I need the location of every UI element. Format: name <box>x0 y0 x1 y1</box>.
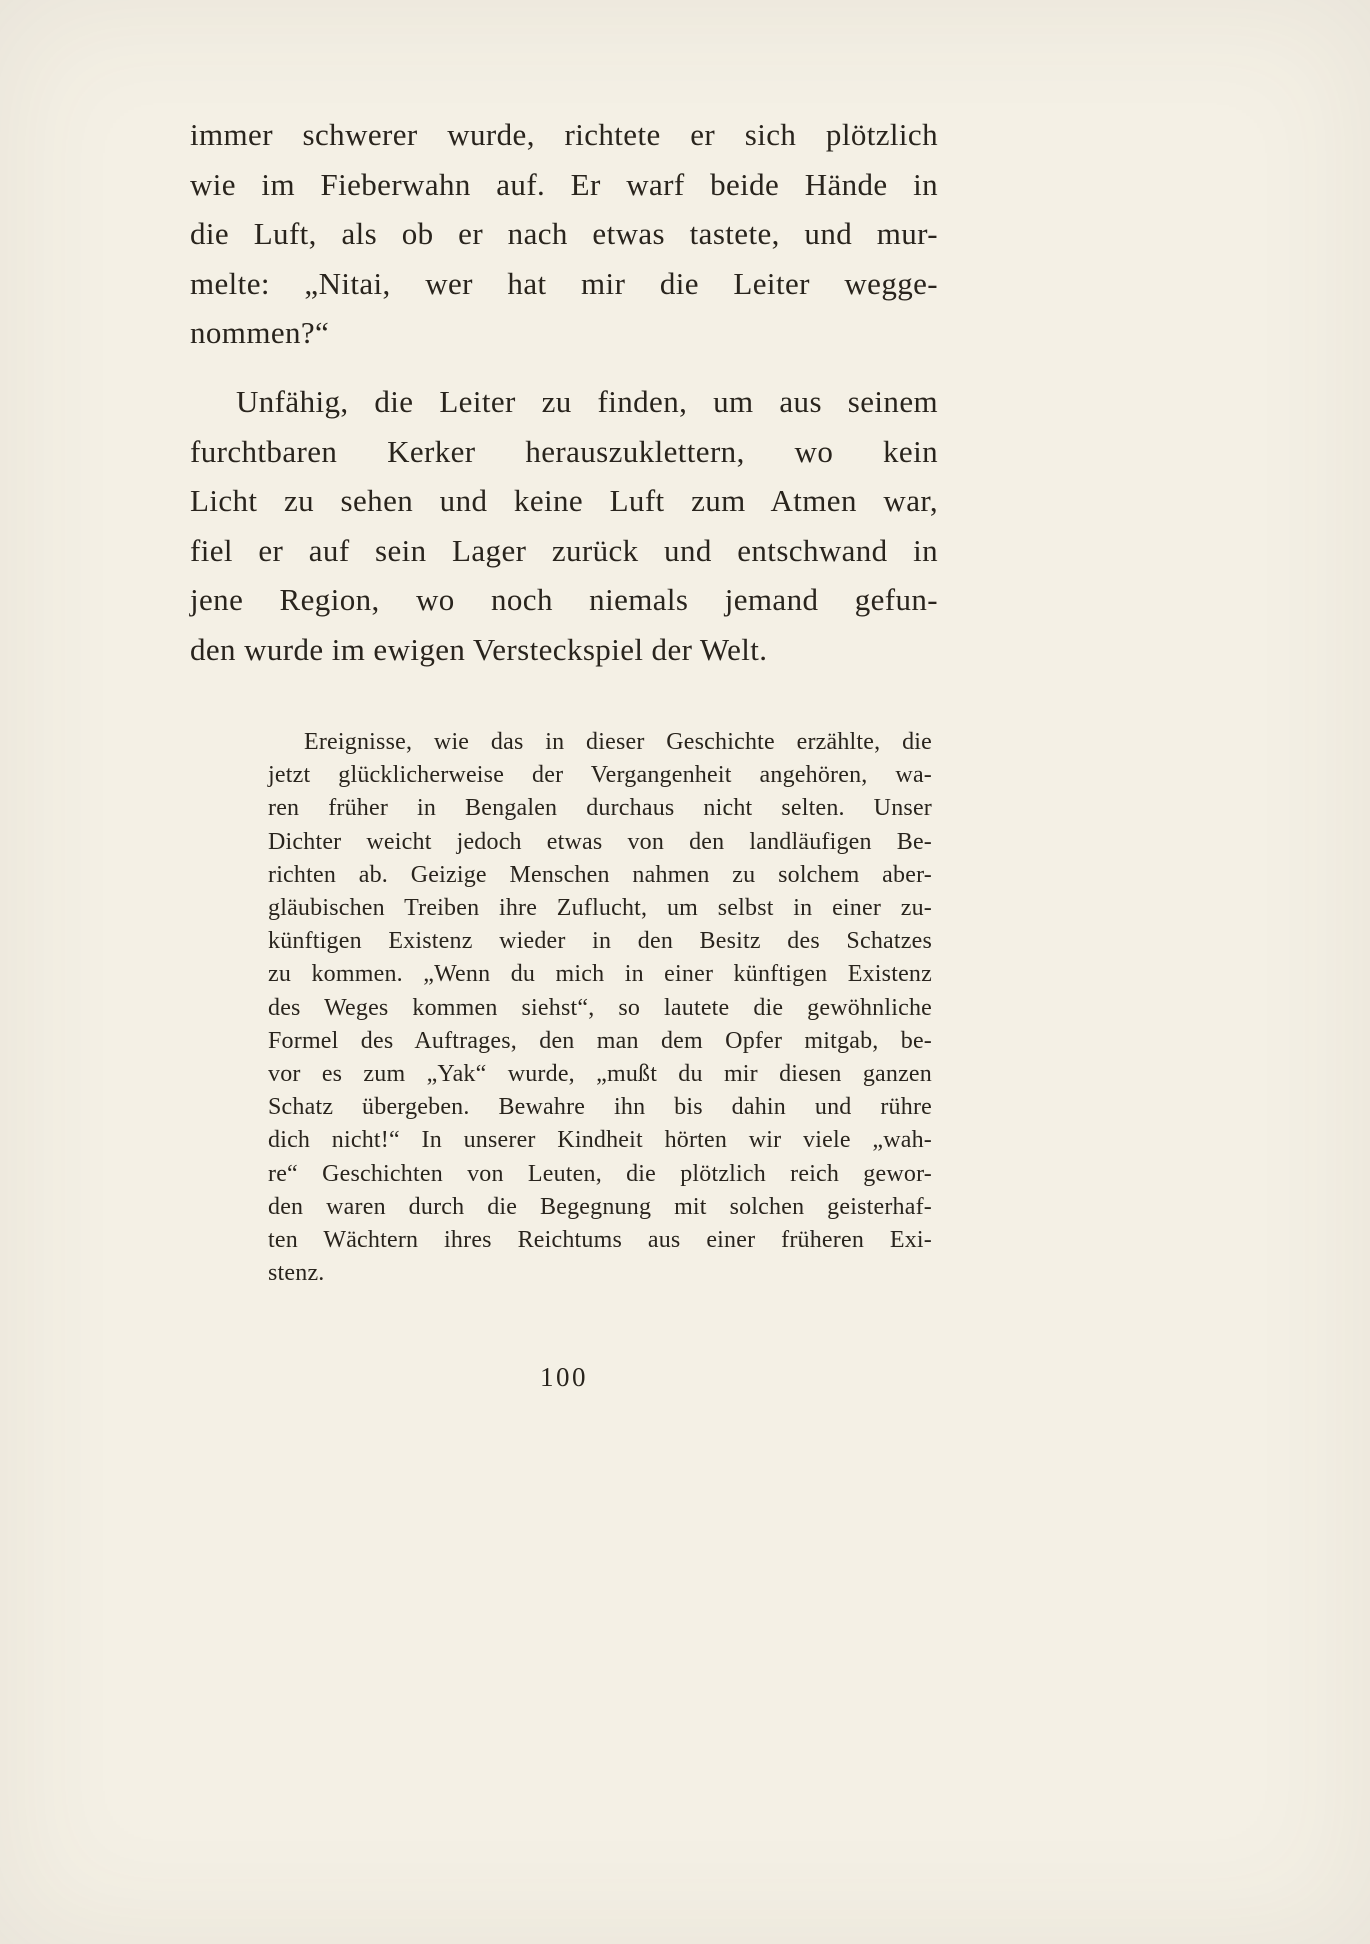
text-line: den wurde im ewigen Versteckspiel der Welt. <box>190 631 768 667</box>
text-line: re“ Geschichten von Leuten, die plötzlich reich gewor- <box>268 1160 932 1187</box>
text-line: jene Region, wo noch niemals jemand gefun- <box>190 582 938 618</box>
text-line: des Weges kommen siehst“, so lautete die gewöhnliche <box>268 994 932 1021</box>
body-text <box>190 110 938 675</box>
text-line: den waren durch die Begegnung mit solchen geisterhaf- <box>268 1193 932 1220</box>
text-line: ten Wächtern ihres Reichtums aus einer früheren Exi- <box>268 1227 932 1254</box>
paragraph-continuation <box>190 110 938 358</box>
text-line: Schatz übergeben. Bewahre ihn bis dahin und rühre <box>268 1094 932 1121</box>
text-line: melte: „Nitai, wer hat mir die Leiter wegge- <box>190 265 938 301</box>
text-line: wie im Fieberwahn auf. Er warf beide Hände in <box>190 166 938 202</box>
footnote <box>268 726 932 1290</box>
text-line: fiel er auf sein Lager zurück und entschwand in <box>190 532 938 568</box>
text-line: gläubischen Treiben ihre Zuflucht, um selbst in einer zu- <box>268 895 932 922</box>
page-number: 100 <box>540 1362 588 1392</box>
text-line: jetzt glücklicherweise der Vergangenheit angehören, wa- <box>268 762 932 789</box>
text-line: stenz. <box>268 1260 325 1287</box>
text-line: die Luft, als ob er nach etwas tastete, und mur- <box>190 216 938 252</box>
text-line: richten ab. Geizige Menschen nahmen zu solchem aber- <box>268 861 932 888</box>
text-line: vor es zum „Yak“ wurde, „mußt du mir diesen ganzen <box>268 1061 932 1088</box>
text-line: zu kommen. „Wenn du mich in einer künftigen Existenz <box>268 961 932 988</box>
text-line: furchtbaren Kerker herauszuklettern, wo kein <box>190 433 938 469</box>
text-line: immer schwerer wurde, richtete er sich plötzlich <box>190 117 938 152</box>
text-line: Dichter weicht jedoch etwas von den landläufigen Be- <box>268 828 932 855</box>
text-line: Ereignisse, wie das in dieser Geschichte erzählte, die <box>304 729 932 755</box>
text-line: Licht zu sehen und keine Luft zum Atmen war, <box>190 483 938 519</box>
text-line: dich nicht!“ In unserer Kindheit hörten wir viele „wah- <box>268 1127 932 1154</box>
text-line: ren früher in Bengalen durchaus nicht selten. Unser <box>268 795 932 822</box>
paragraph <box>190 377 938 675</box>
text-line: Formel des Auftrages, den man dem Opfer mitgab, be- <box>268 1027 932 1054</box>
text-line: künftigen Existenz wieder in den Besitz des Schatzes <box>268 928 932 955</box>
text-line: nommen?“ <box>190 315 330 351</box>
text-line: Unfähig, die Leiter zu finden, um aus seinem <box>236 383 938 419</box>
